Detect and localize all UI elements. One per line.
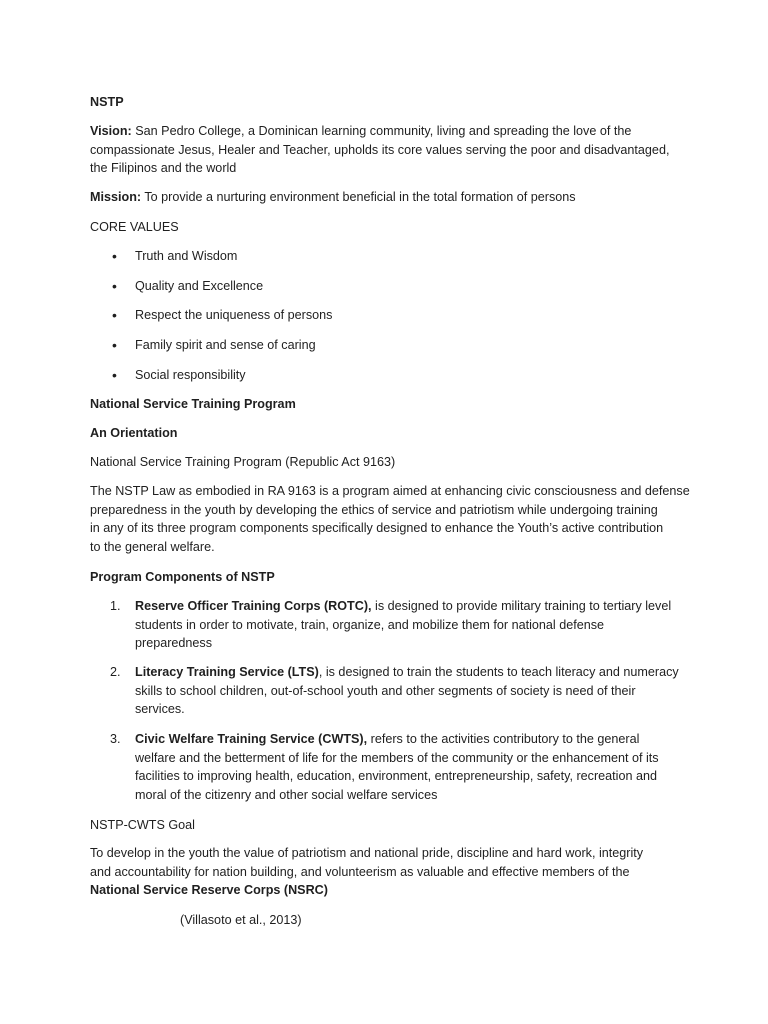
goal-bold-end: National Service Reserve Corps (NSRC) xyxy=(90,883,328,898)
orientation-title: An Orientation xyxy=(90,426,178,440)
citation: (Villasoto et al., 2013) xyxy=(180,913,302,927)
goal-paragraph: To develop in the youth the value of patriotism and national pride, discipline and hard work, integrity and accountability for nation building, and volunteerism as valuable and effective members of the National Service Reserve Corps (NSRC) xyxy=(90,844,690,900)
list-number: 1. xyxy=(110,599,121,613)
law-paragraph: The NSTP Law as embodied in RA 9163 is a program aimed at enhancing civic consciousness and defense preparedness in the youth by developing the ethics of service and patriotism while undergoing training in any of its three program components specifically designed to enhance the Youth’s active contribution to the general welfare. xyxy=(90,484,690,554)
program-title: National Service Training Program xyxy=(90,397,296,411)
act-line: National Service Training Program (Republic Act 9163) xyxy=(90,455,396,469)
core-values-title: CORE VALUES xyxy=(90,220,179,234)
bullet-icon: • xyxy=(112,307,117,323)
bullet-icon: • xyxy=(112,367,117,383)
vision-line-2: compassionate Jesus, Healer and Teacher, upholds its core values serving the poor and disadvantaged, xyxy=(90,142,670,157)
heading-nstp: NSTP xyxy=(90,95,124,109)
component-name: Reserve Officer Training Corps (ROTC), xyxy=(135,599,372,613)
vision-line-1 xyxy=(90,122,690,141)
vision-text-1: San Pedro College, a Dominican learning community, living and spreading the love of the xyxy=(131,124,632,138)
component-name: Civic Welfare Training Service (CWTS), xyxy=(135,732,368,746)
mission-label: Mission: xyxy=(90,190,142,204)
list-number: 2. xyxy=(110,665,121,679)
goal-title: NSTP-CWTS Goal xyxy=(90,818,195,832)
mission-paragraph xyxy=(90,188,690,207)
components-title: Program Components of NSTP xyxy=(90,570,275,584)
vision-line-3: the Filipinos and the world xyxy=(90,161,237,176)
vision-paragraph xyxy=(90,122,690,178)
document-page: NSTP Vision: San Pedro College, a Dominican learning community, living and spreading the love of the compassionate Jesus, Healer and Teacher, upholds its core values serving the poor and disadvantaged, the Filipinos and the world Mission: To provide a nurturing environment beneficial in the total formation of persons CORE VALUES • Truth and Wisdom • Quality and Excellence • Respect the uniqueness of persons • Family spirit and sense of caring • Social responsibility National Service Training Program An Orientation National Service Training Program (Republic Act 9163) The NSTP Law as embodied in RA 9163 is a program aimed at enhancing civic consciousness and defense preparedness in the youth by developing the ethics of service and patriotism while undergoing training in any of its three program components specifically designed to enhance the Youth’s active contribution to the general welfare. Program Components of NSTP 1. Reserve Officer Training Corps (ROTC), is designed to provide military training to tertiary level students in order to motivate, train, organize, and mobilize them for national defense preparedness 2. Literacy Training Service (LTS), is designed to train the students to teach literacy and numeracy skills to school children, out-of-school youth and other segments of society is need of their services. 3. Civic Welfare Training Service (CWTS), refers to the activities contributory to the general welfare and the betterment of life for the members of the community or the enhancement of its facilities to improving health, education, environment, entrepreneurship, safety, recreation and moral of the citizenry and other social welfare services NSTP-CWTS Goal To develop in the youth the value of patriotism and national pride, discipline and hard work, integrity and accountability for nation building, and volunteerism as valuable and effective members of the National Service Reserve Corps (NSRC) (Villasoto et al., 2013) xyxy=(0,0,768,1024)
mission-text: To provide a nurturing environment beneficial in the total formation of persons xyxy=(141,190,576,204)
component-name: Literacy Training Service (LTS) xyxy=(135,665,319,679)
list-number: 3. xyxy=(110,732,121,746)
bullet-icon: • xyxy=(112,337,117,353)
bullet-icon: • xyxy=(112,248,117,264)
bullet-icon: • xyxy=(112,278,117,294)
vision-label: Vision: xyxy=(90,124,132,138)
